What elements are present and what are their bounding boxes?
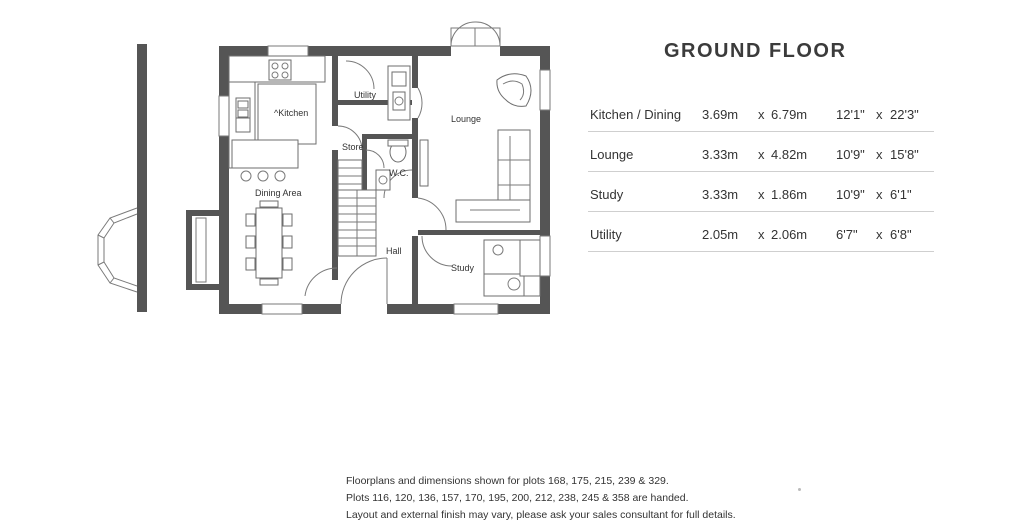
- imperial-length: 22'3": [890, 107, 919, 122]
- imperial-length: 6'1": [890, 187, 912, 202]
- metric-length: 2.06m: [771, 227, 808, 242]
- note-line: Layout and external finish may vary, please ask your sales consultant for full details.: [346, 509, 736, 521]
- imperial-width: 10'9": [836, 147, 865, 162]
- label-hall: Hall: [386, 246, 402, 256]
- times-sign: x: [876, 107, 883, 122]
- times-sign: x: [758, 227, 765, 242]
- label-wc: W.C.: [389, 168, 409, 178]
- room-name: Utility: [590, 227, 622, 242]
- note-line: Plots 116, 120, 136, 157, 170, 195, 200, 212, 238, 245 & 358 are handed.: [346, 492, 689, 504]
- label-kitchen: ^Kitchen: [274, 108, 309, 118]
- wc-fixtures: [376, 140, 408, 190]
- metric-length: 1.86m: [771, 187, 808, 202]
- dimension-row: [588, 180, 934, 220]
- label-store: Store: [342, 142, 364, 152]
- times-sign: x: [758, 187, 765, 202]
- staircase: [338, 160, 376, 256]
- label-lounge: Lounge: [451, 114, 482, 124]
- dimension-row: [588, 220, 934, 260]
- room-name: Study: [590, 187, 624, 202]
- times-sign: x: [876, 227, 883, 242]
- utility-units: [388, 66, 410, 120]
- metric-length: 4.82m: [771, 147, 808, 162]
- metric-width: 2.05m: [702, 227, 739, 242]
- imperial-width: 6'7": [836, 227, 858, 242]
- dimension-row: [588, 140, 934, 180]
- times-sign: x: [876, 147, 883, 162]
- plot-notes: [346, 473, 736, 524]
- metric-width: 3.33m: [702, 187, 739, 202]
- label-study: Study: [451, 263, 475, 273]
- note-line: Floorplans and dimensions shown for plots 168, 175, 215, 239 & 329.: [346, 475, 669, 487]
- metric-width: 3.33m: [702, 147, 739, 162]
- metric-width: 3.69m: [702, 107, 739, 122]
- floor-title: GROUND FLOOR: [664, 40, 847, 62]
- times-sign: x: [876, 187, 883, 202]
- room-dimensions-table: [588, 100, 934, 260]
- times-sign: x: [758, 107, 765, 122]
- study-furniture: [484, 240, 540, 296]
- imperial-length: 6'8": [890, 227, 912, 242]
- imperial-width: 10'9": [836, 187, 865, 202]
- scan-mark: [798, 488, 801, 491]
- kitchen-units: [229, 56, 325, 181]
- bay-elevation: [98, 44, 147, 312]
- label-dining: Dining Area: [255, 188, 302, 198]
- room-name: Kitchen / Dining: [590, 107, 682, 122]
- imperial-width: 12'1": [836, 107, 865, 122]
- metric-length: 6.79m: [771, 107, 808, 122]
- lounge-furniture: [420, 74, 531, 222]
- dining-table: [246, 201, 292, 285]
- imperial-length: 15'8": [890, 147, 919, 162]
- french-doors: [451, 22, 500, 46]
- times-sign: x: [758, 147, 765, 162]
- dimension-row: [588, 100, 934, 140]
- dining-bay: [186, 210, 219, 290]
- room-name: Lounge: [590, 147, 634, 162]
- floor-plan: [0, 0, 560, 330]
- label-utility: Utility: [354, 90, 376, 100]
